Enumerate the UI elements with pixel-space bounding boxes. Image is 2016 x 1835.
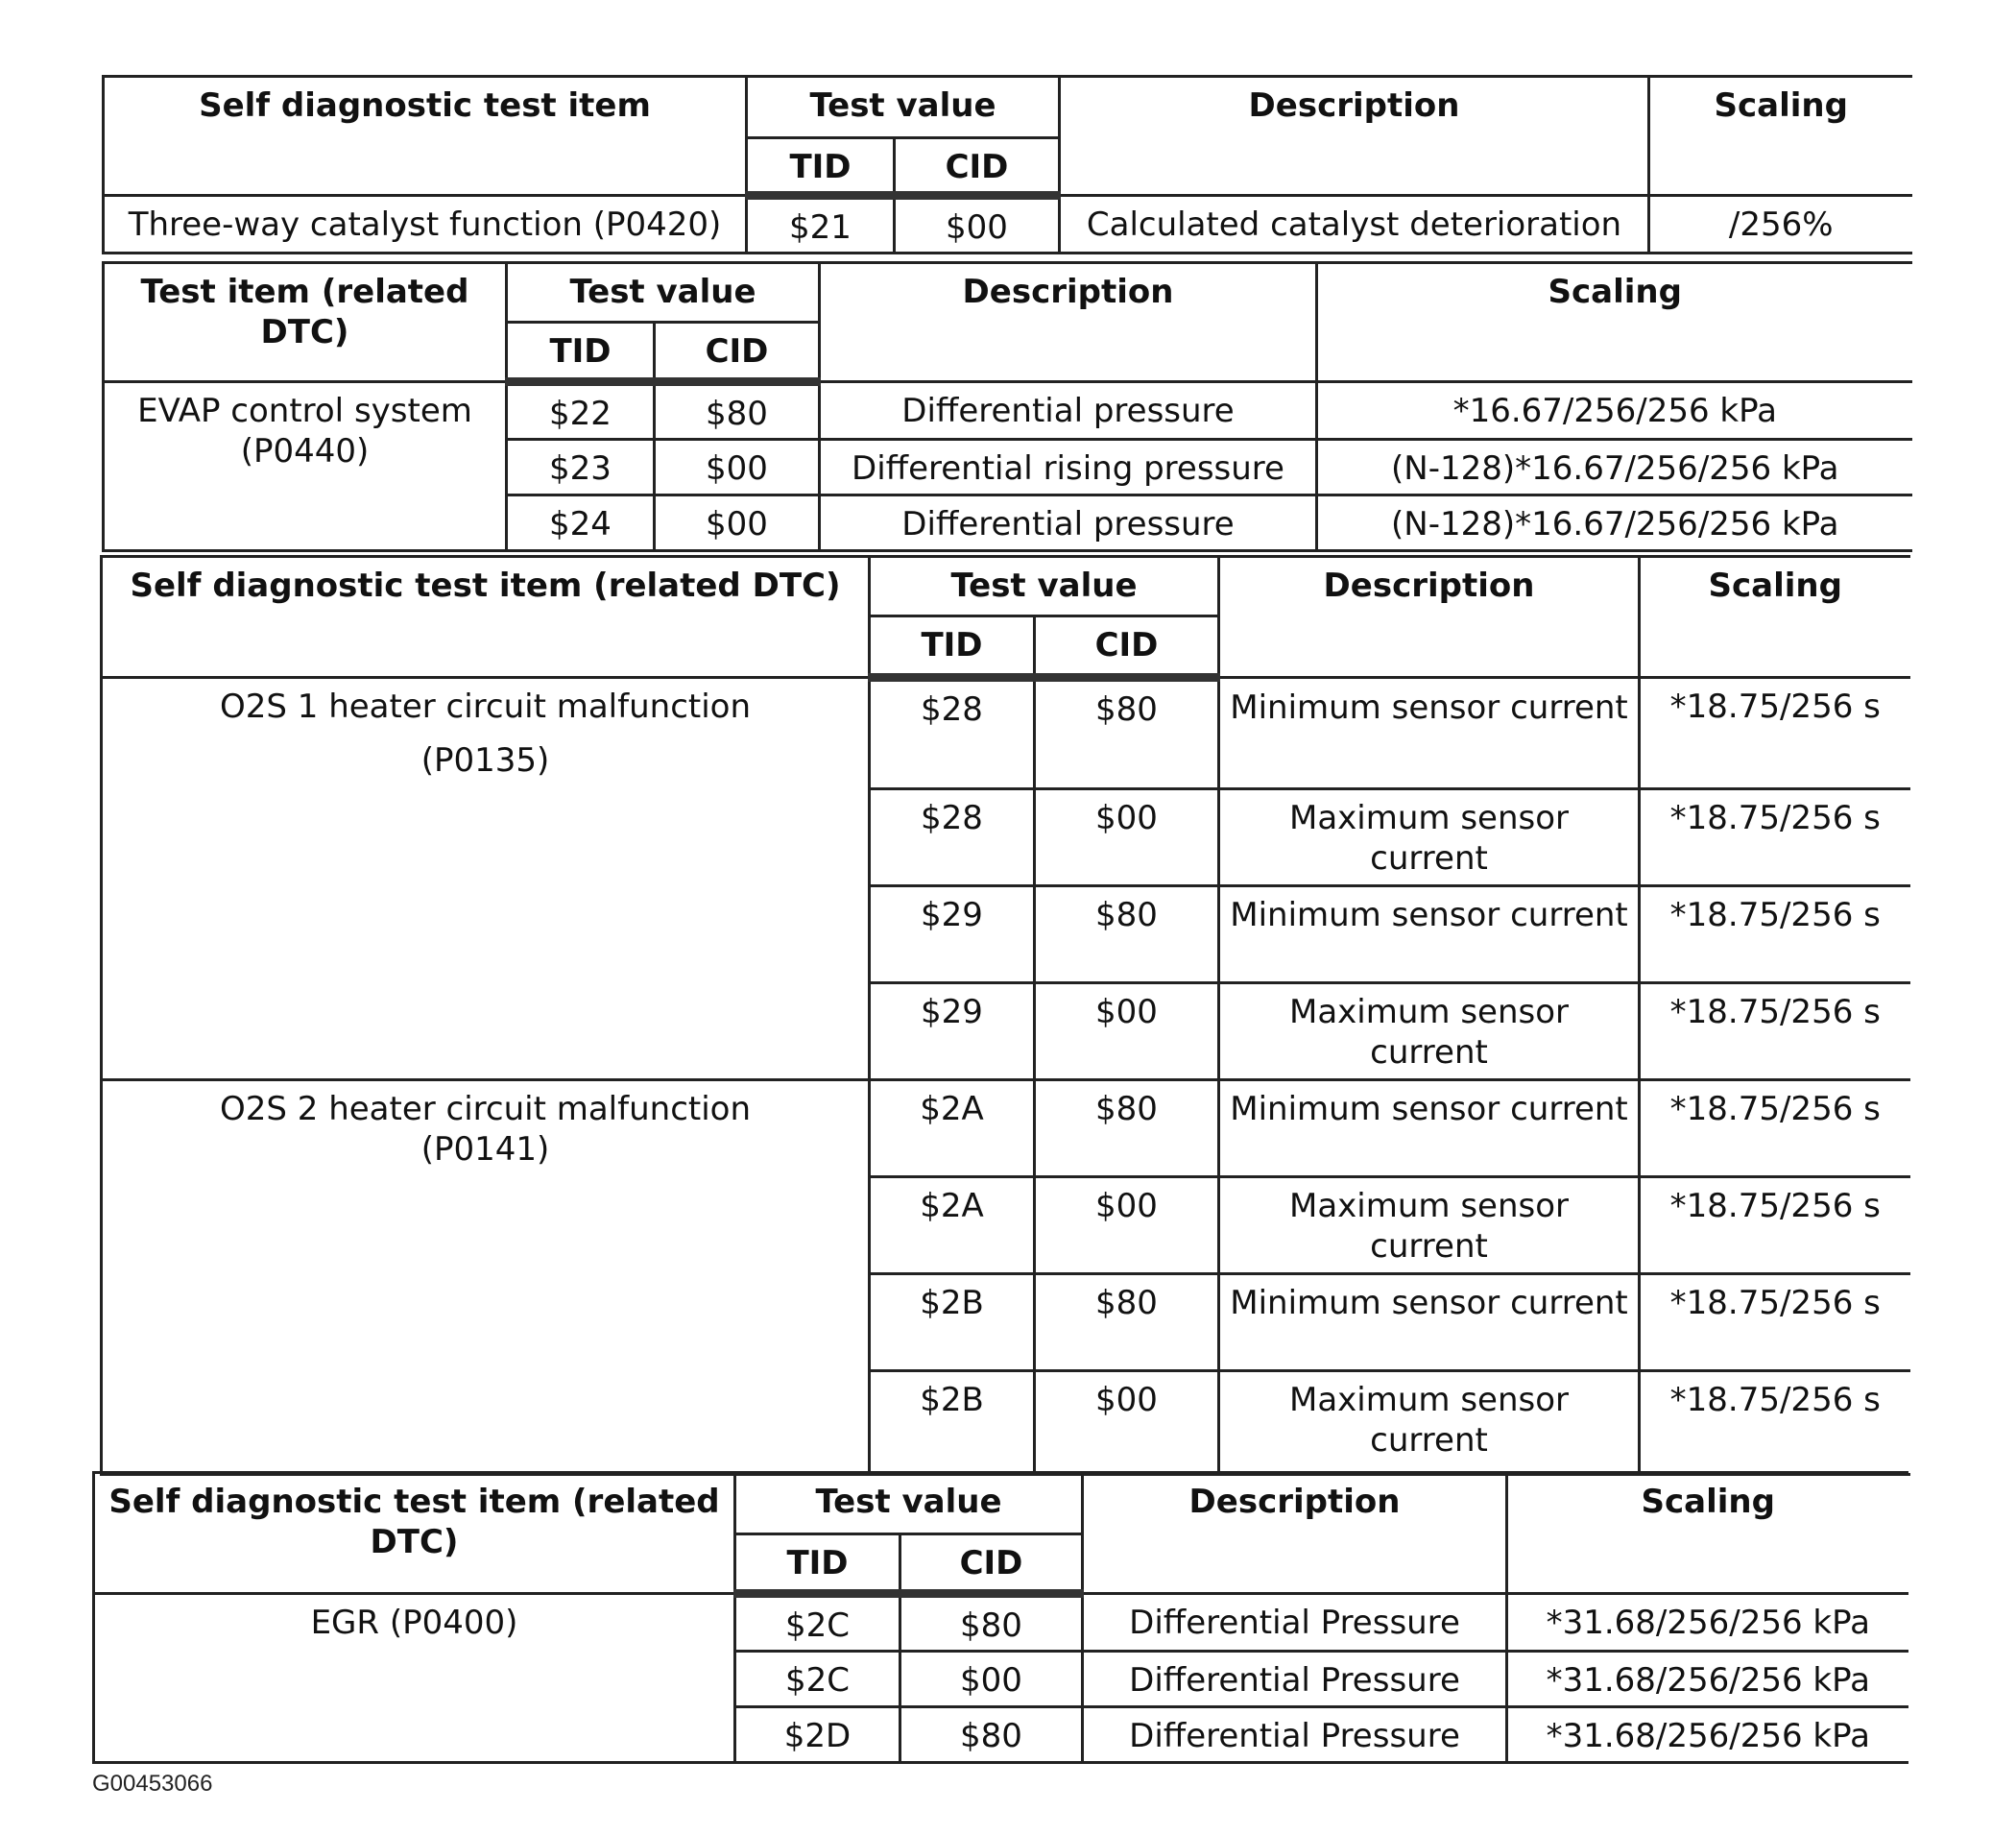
cid-cell: $80 xyxy=(900,1707,1083,1763)
description-cell: Minimum sensor current xyxy=(1219,678,1640,789)
tid-cell: $2D xyxy=(735,1707,900,1763)
table-o2s-heater xyxy=(100,555,1910,1476)
description-cell: Differential Pressure xyxy=(1083,1594,1507,1652)
tid-cell: $2A xyxy=(870,1177,1035,1274)
tid-cell: $22 xyxy=(507,382,655,440)
cid-cell: $00 xyxy=(1035,1371,1219,1475)
cid-cell: $80 xyxy=(900,1594,1083,1652)
description-cell: Maximum sensor current xyxy=(1219,1371,1640,1475)
scaling-cell: *18.75/256 s xyxy=(1640,1080,1910,1177)
tid-cell: $23 xyxy=(507,440,655,495)
test-item-cell xyxy=(102,678,870,1080)
tid-cell: $29 xyxy=(870,886,1035,983)
description-cell: Minimum sensor current xyxy=(1219,1080,1640,1177)
tid-cell: $2B xyxy=(870,1274,1035,1371)
header-cid: CID xyxy=(655,323,820,382)
scaling-cell: *31.68/256/256 kPa xyxy=(1507,1594,1908,1652)
description-cell: Minimum sensor current xyxy=(1219,886,1640,983)
scaling-cell: (N-128)*16.67/256/256 kPa xyxy=(1317,495,1912,551)
scaling-cell: /256% xyxy=(1649,196,1912,254)
cid-cell: $80 xyxy=(1035,678,1219,789)
table-row xyxy=(94,1594,1908,1652)
header-description: Description xyxy=(1219,557,1640,678)
header-tid: TID xyxy=(735,1534,900,1594)
scaling-cell: *18.75/256 s xyxy=(1640,789,1910,886)
cid-cell: $80 xyxy=(1035,1274,1219,1371)
header-tid: TID xyxy=(747,138,895,196)
header-cid: CID xyxy=(895,138,1060,196)
description-cell: Calculated catalyst deterioration xyxy=(1060,196,1649,254)
header-scaling: Scaling xyxy=(1317,263,1912,382)
cid-cell: $00 xyxy=(895,196,1060,254)
header-cid: CID xyxy=(1035,616,1219,678)
header-scaling: Scaling xyxy=(1649,77,1912,196)
cid-cell: $00 xyxy=(655,495,820,551)
header-scaling: Scaling xyxy=(1640,557,1910,678)
cid-cell: $00 xyxy=(1035,983,1219,1080)
item-name: O2S 2 heater circuit malfunction xyxy=(219,1090,752,1128)
table-egr xyxy=(92,1471,1908,1764)
scaling-cell: (N-128)*16.67/256/256 kPa xyxy=(1317,440,1912,495)
cid-cell: $80 xyxy=(655,382,820,440)
header-tid: TID xyxy=(870,616,1035,678)
table-evap xyxy=(102,261,1912,552)
header-cid: CID xyxy=(900,1534,1083,1594)
test-item-cell: EGR (P0400) xyxy=(94,1594,735,1763)
header-item: Self diagnostic test item (related DTC) xyxy=(94,1473,735,1594)
cid-cell: $00 xyxy=(1035,789,1219,886)
description-cell: Minimum sensor current xyxy=(1219,1274,1640,1371)
header-test-value: Test value xyxy=(747,77,1060,138)
description-cell: Maximum sensor current xyxy=(1219,983,1640,1080)
scaling-cell: *16.67/256/256 kPa xyxy=(1317,382,1912,440)
description-cell: Differential rising pressure xyxy=(820,440,1317,495)
header-test-value: Test value xyxy=(507,263,820,323)
description-cell: Differential pressure xyxy=(820,382,1317,440)
tid-cell: $2A xyxy=(870,1080,1035,1177)
header-scaling: Scaling xyxy=(1507,1473,1908,1594)
tid-cell: $2B xyxy=(870,1371,1035,1475)
table-catalyst xyxy=(102,75,1912,254)
item-dtc-code: (P0141) xyxy=(420,1130,550,1169)
test-item-cell: EVAP control system (P0440) xyxy=(104,382,507,551)
tid-cell: $2C xyxy=(735,1652,900,1707)
header-test-value: Test value xyxy=(870,557,1219,616)
item-name: O2S 1 heater circuit malfunction xyxy=(219,688,752,726)
description-cell: Maximum sensor current xyxy=(1219,789,1640,886)
table-row xyxy=(102,678,1910,789)
header-test-value: Test value xyxy=(735,1473,1083,1534)
header-tid: TID xyxy=(507,323,655,382)
scaling-cell: *31.68/256/256 kPa xyxy=(1507,1652,1908,1707)
header-description: Description xyxy=(1083,1473,1507,1594)
header-item: Self diagnostic test item (related DTC) xyxy=(102,557,870,678)
tid-cell: $2C xyxy=(735,1594,900,1652)
cid-cell: $00 xyxy=(900,1652,1083,1707)
test-item-cell xyxy=(102,1080,870,1475)
tid-cell: $21 xyxy=(747,196,895,254)
description-cell: Differential pressure xyxy=(820,495,1317,551)
scaling-cell: *18.75/256 s xyxy=(1640,1177,1910,1274)
table-row xyxy=(104,382,1912,440)
scaling-cell: *18.75/256 s xyxy=(1640,1371,1910,1475)
cid-cell: $00 xyxy=(1035,1177,1219,1274)
header-description: Description xyxy=(1060,77,1649,196)
cid-cell: $80 xyxy=(1035,886,1219,983)
item-dtc-code: (P0135) xyxy=(420,741,550,780)
cid-cell: $80 xyxy=(1035,1080,1219,1177)
table-row xyxy=(104,196,1912,254)
header-item: Self diagnostic test item xyxy=(104,77,747,196)
description-cell: Maximum sensor current xyxy=(1219,1177,1640,1274)
scaling-cell: *18.75/256 s xyxy=(1640,1274,1910,1371)
header-description: Description xyxy=(820,263,1317,382)
test-item-cell: Three-way catalyst function (P0420) xyxy=(104,196,747,254)
table-row xyxy=(102,1080,1910,1177)
description-cell: Differential Pressure xyxy=(1083,1707,1507,1763)
description-cell: Differential Pressure xyxy=(1083,1652,1507,1707)
tid-cell: $24 xyxy=(507,495,655,551)
figure-code: G00453066 xyxy=(92,1771,213,1797)
tid-cell: $28 xyxy=(870,678,1035,789)
tid-cell: $28 xyxy=(870,789,1035,886)
tid-cell: $29 xyxy=(870,983,1035,1080)
scaling-cell: *18.75/256 s xyxy=(1640,886,1910,983)
header-item: Test item (related DTC) xyxy=(104,263,507,382)
scaling-cell: *18.75/256 s xyxy=(1640,678,1910,789)
scaling-cell: *31.68/256/256 kPa xyxy=(1507,1707,1908,1763)
scaling-cell: *18.75/256 s xyxy=(1640,983,1910,1080)
cid-cell: $00 xyxy=(655,440,820,495)
